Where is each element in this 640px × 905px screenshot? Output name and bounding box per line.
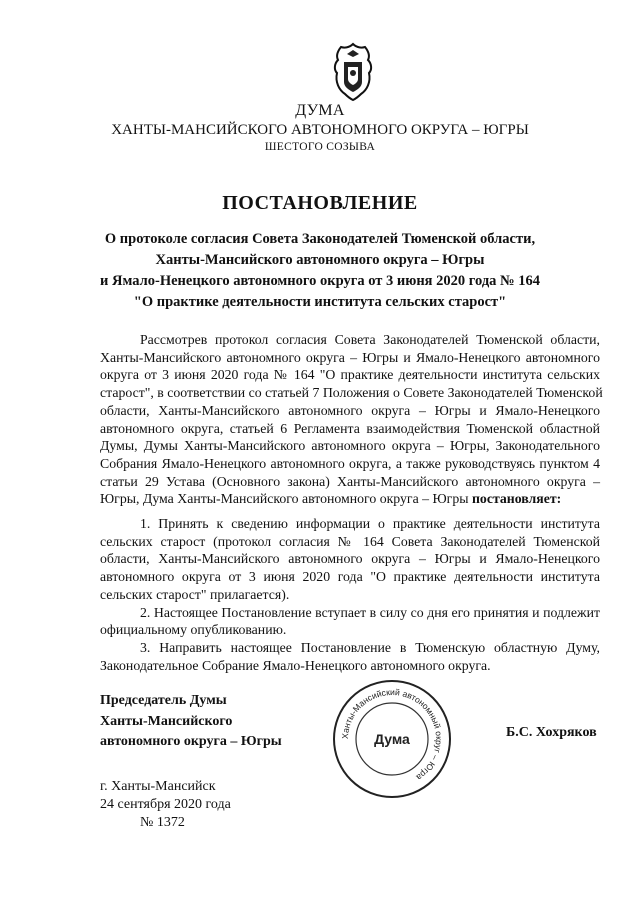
preamble-line: Рассмотрев протокол согласия Совета Законодателей Тюменской области, <box>140 332 600 347</box>
city: г. Ханты-Мансийск <box>100 779 216 794</box>
date: 24 сентября 2020 года <box>100 797 231 812</box>
subject-line: и Ямало-Ненецкого автономного округа от 3 июня 2020 года № 164 <box>100 273 540 289</box>
official-seal <box>330 677 454 801</box>
preamble-line: округа от 3 июня 2020 года № 164 "О практике деятельности института сельских <box>100 367 600 383</box>
item-line: Законодательное Собрание Ямало-Ненецкого автономного округа. <box>100 657 491 673</box>
seal-ring-text: Ханты-Мансийский автономный округ – Югра <box>339 686 445 783</box>
coat-of-arms-icon <box>331 42 375 102</box>
region-name: ХАНТЫ-МАНСИЙСКОГО АВТОНОМНОГО ОКРУГА – ЮГРЫ <box>111 122 529 138</box>
signatory-name: Б.С. Хохряков <box>506 725 597 740</box>
item-line: области, Ханты-Мансийского автономного округа – Югры и Ямало-Ненецкого <box>100 551 600 567</box>
place-date-number <box>100 778 231 832</box>
item-line: автономного округа от 3 июня 2020 года "О практике деятельности института <box>100 569 600 585</box>
item-line: сельских старост" прилагается). <box>100 586 290 602</box>
seal-center-text: Дума <box>374 731 410 747</box>
preamble-line: автономного округа, статьей 6 Регламента взаимодействия Тюменской областной <box>100 420 600 436</box>
org-name: ДУМА <box>295 102 345 119</box>
item-line: сельских старост (протокол согласия № 164 Совета Законодателей Тюменской <box>100 533 600 549</box>
preamble-final-line <box>100 490 600 508</box>
preamble-line: Ханты-Мансийского автономного округа – Югры и Ямало-Ненецкого автономного <box>100 349 600 365</box>
preamble-line: области, Ханты-Мансийского автономного округа – Югры и Ямало-Ненецкого <box>100 402 600 418</box>
signatory-position <box>100 691 282 753</box>
subject-line: О протоколе согласия Совета Законодателей Тюменской области, <box>104 231 536 247</box>
item-line: 3. Направить настоящее Постановление в Тюменскую областную Думу, <box>140 639 600 655</box>
resolution-items <box>100 515 600 674</box>
position-line: автономного округа – Югры <box>100 734 282 749</box>
item-line: 2. Настоящее Постановление вступает в силу со дня его принятия и подлежит <box>140 604 600 620</box>
item-line: официальному опубликованию. <box>100 622 287 638</box>
convocation: ШЕСТОГО СОЗЫВА <box>264 141 376 153</box>
preamble-line: Думы, Думы Ханты-Мансийского автономного округа – Югры, Законодательного <box>100 438 600 454</box>
resolves-word: постановляет: <box>471 491 562 507</box>
document-subject <box>100 229 540 313</box>
preamble-line: старост", в соответствии со статьей 7 Положения о Совете Законодателей Тюменской <box>100 385 603 401</box>
document-type: ПОСТАНОВЛЕНИЕ <box>222 192 418 214</box>
subject-line: "О практике деятельности института сельских старост" <box>133 294 507 310</box>
position-line: Председатель Думы <box>100 693 227 708</box>
preamble-line: Собрания Ямало-Ненецкого автономного округа, а также руководствуясь пунктом 4 <box>100 455 600 471</box>
document-number: № 1372 <box>140 815 185 830</box>
item-line: 1. Принять к сведению информации о практике деятельности института <box>140 516 600 531</box>
preamble <box>100 331 603 508</box>
position-line: Ханты-Мансийского <box>100 713 233 729</box>
preamble-line: статьи 29 Устава (Основного закона) Ханты-Мансийского автономного округа – <box>100 473 600 489</box>
subject-line: Ханты-Мансийского автономного округа – Югры <box>155 252 485 268</box>
preamble-line: Югры, Дума Ханты-Мансийского автономного округа – Югры <box>100 491 469 507</box>
